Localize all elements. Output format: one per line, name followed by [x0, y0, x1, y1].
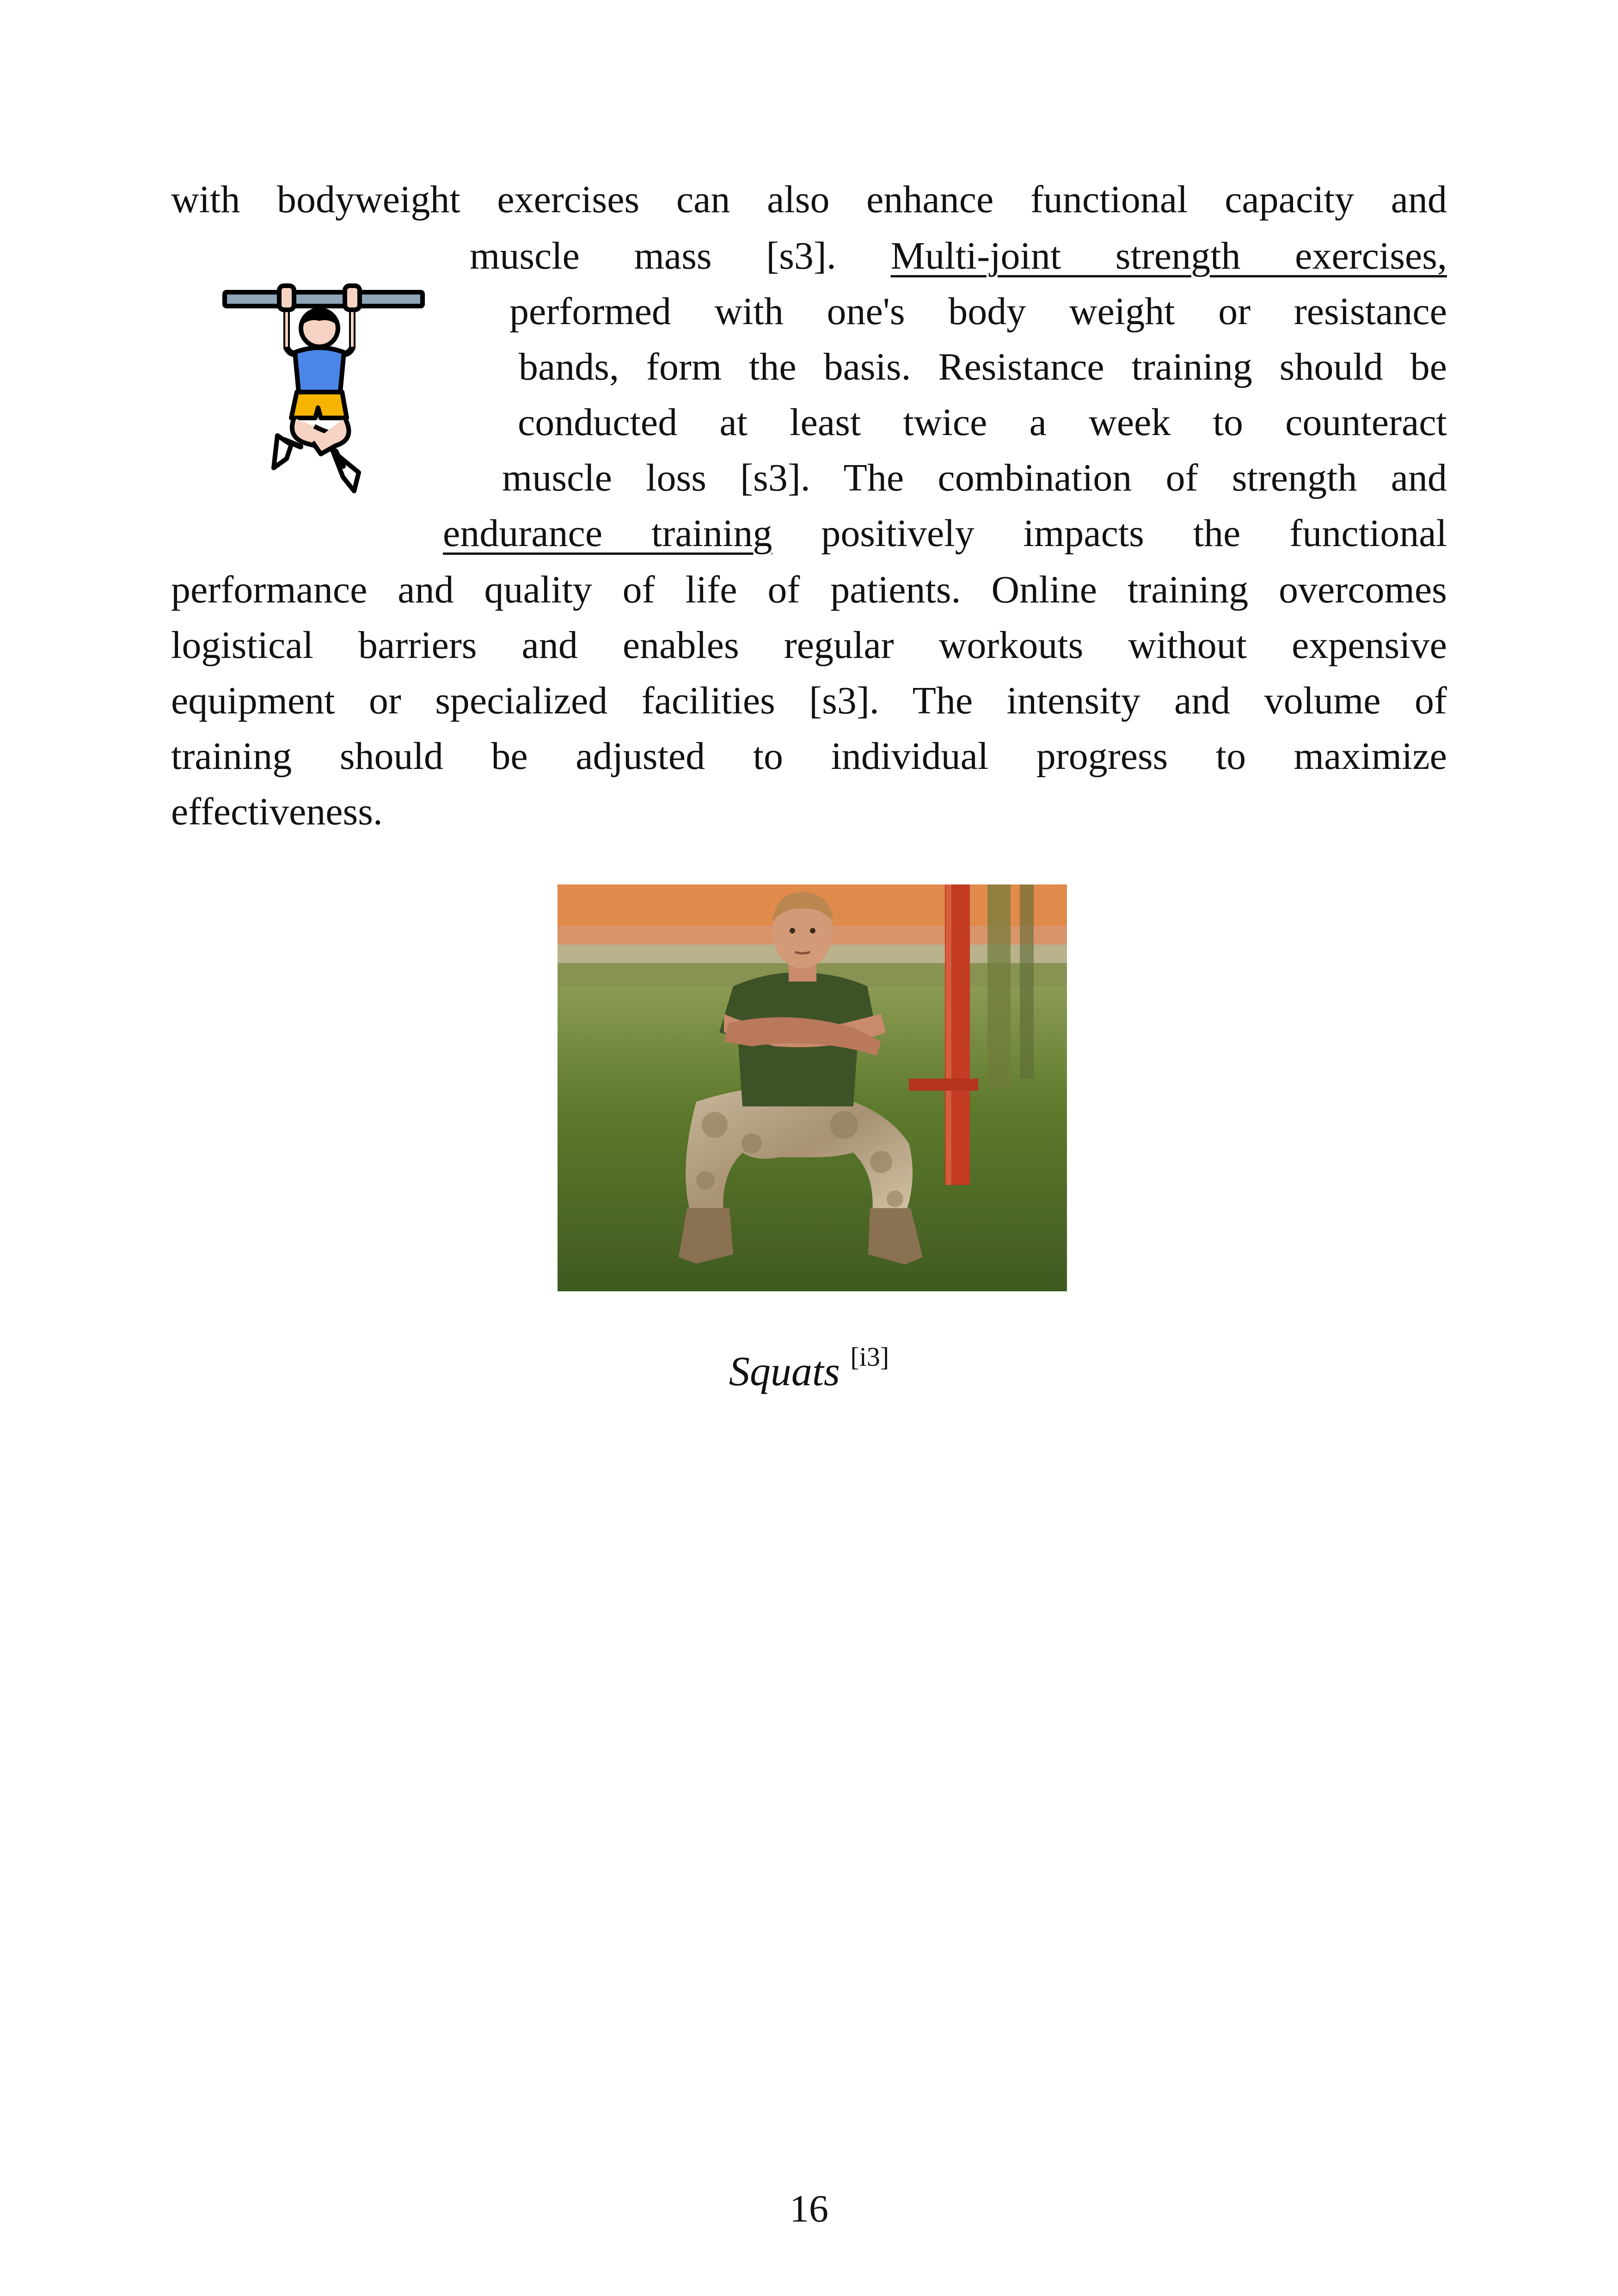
paragraph-line	[443, 510, 1447, 557]
paragraph-line	[171, 567, 1447, 613]
paragraph-line	[171, 789, 1447, 835]
text-run: muscle loss [s3]. The combination of strength and	[502, 456, 1447, 499]
endurance-training-link[interactable]: endurance training	[443, 512, 772, 555]
pull-up-icon	[222, 283, 425, 496]
caption-text: Squats	[729, 1349, 840, 1394]
text-run: training should be adjusted to individual progress to maximize	[171, 735, 1447, 778]
text-run: muscle mass [s3].	[470, 234, 836, 277]
paragraph-line	[171, 733, 1447, 780]
text-run: positively impacts the functional	[821, 512, 1447, 555]
text-run: performed with one's body weight or resistance	[509, 290, 1447, 333]
text-run: with bodyweight exercises can also enhance functional capacity and	[171, 178, 1447, 221]
text-run: performance and quality of life of patients. Online training overcomes	[171, 568, 1447, 611]
paragraph-line	[502, 455, 1447, 501]
paragraph-line	[518, 399, 1447, 446]
paragraph-line	[509, 289, 1447, 335]
paragraph-line	[171, 622, 1447, 669]
text-run: equipment or specialized facilities [s3]. The intensity and volume of	[171, 679, 1447, 722]
paragraph-line	[171, 177, 1447, 223]
multi-joint-strength-link[interactable]: Multi-joint strength exercises,	[890, 234, 1447, 277]
text-run: bands, form the basis. Resistance training should be	[519, 345, 1447, 388]
text-run: effectiveness.	[171, 790, 383, 833]
caption-reference[interactable]: [i3]	[850, 1342, 889, 1372]
paragraph-line	[171, 678, 1447, 724]
paragraph-line	[519, 344, 1447, 390]
page-number: 16	[790, 2187, 828, 2230]
text-run: conducted at least twice a week to counteract	[518, 401, 1447, 444]
squat-photo	[558, 884, 1067, 1291]
paragraph-line	[470, 233, 1447, 279]
text-run: logistical barriers and enables regular workouts without expensive	[171, 624, 1447, 667]
figure-caption	[601, 1332, 1017, 1397]
